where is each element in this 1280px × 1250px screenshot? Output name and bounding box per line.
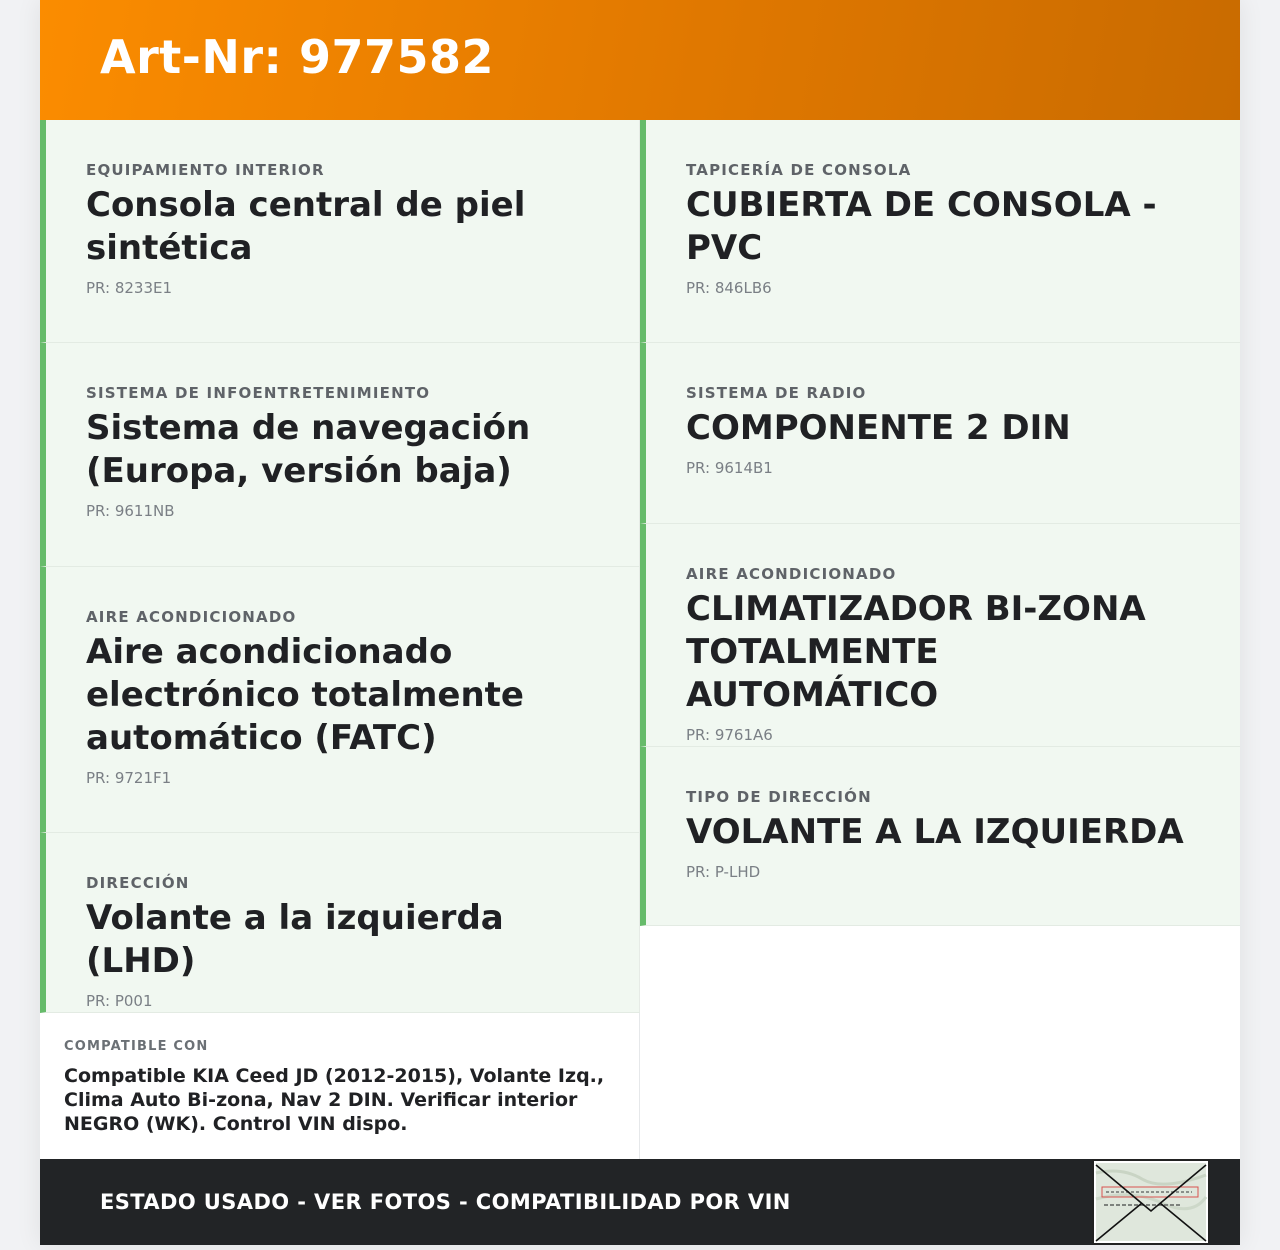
envelope-document-thumbnail-icon[interactable] [1092,1159,1210,1245]
feature-pr-code: PR: 9721F1 [86,769,172,787]
feature-pr-code: PR: P-LHD [686,863,761,881]
feature-name: Aire acondicionado electrónico totalmente automático (FATC) [86,632,524,758]
article-page [40,0,1240,1245]
feature-pr-code: PR: 9761A6 [686,726,773,744]
article-number-title: Art-Nr: 977582 [100,30,495,84]
feature-category: SISTEMA DE INFOENTRETENIMIENTO [86,384,431,402]
feature-card [640,343,1240,524]
feature-card [40,833,640,1013]
article-header [40,0,1240,120]
feature-card [640,747,1240,926]
feature-pr-code: PR: 9614B1 [686,459,773,477]
feature-category: SISTEMA DE RADIO [686,384,867,402]
left-column [40,120,640,1013]
feature-card [40,567,640,833]
feature-pr-code: PR: P001 [86,992,153,1010]
feature-category: AIRE ACONDICIONADO [686,565,897,583]
feature-category: TAPICERÍA DE CONSOLA [686,161,912,179]
compatibility-section [40,1013,640,1159]
feature-pr-code: PR: 8233E1 [86,279,173,297]
feature-name: Sistema de navegación (Europa, versión baja) [86,408,531,491]
status-text: ESTADO USADO - VER FOTOS - COMPATIBILIDAD POR VIN [100,1190,791,1214]
feature-pr-code: PR: 846LB6 [686,279,772,297]
thumbnail-graphic [1092,1159,1210,1245]
feature-card [640,120,1240,343]
feature-name: CLIMATIZADOR BI-ZONA TOTALMENTE AUTOMÁTICO [686,589,1146,715]
status-footer [40,1159,1240,1245]
feature-category: AIRE ACONDICIONADO [86,608,297,626]
feature-name: VOLANTE A LA IZQUIERDA [686,812,1184,852]
feature-card [640,524,1240,747]
feature-name: CUBIERTA DE CONSOLA - PVC [686,185,1157,268]
feature-category: EQUIPAMIENTO INTERIOR [86,161,325,179]
feature-name: COMPONENTE 2 DIN [686,408,1071,448]
feature-card [40,120,640,343]
feature-card [40,343,640,567]
feature-category: DIRECCIÓN [86,874,190,892]
feature-category: TIPO DE DIRECCIÓN [686,788,872,806]
compatibility-label: COMPATIBLE CON [64,1039,209,1054]
compatibility-text: Compatible KIA Ceed JD (2012-2015), Volante Izq., Clima Auto Bi-zona, Nav 2 DIN. Verificar interior NEGRO (WK). Control VIN dispo. [64,1065,605,1135]
feature-name: Consola central de piel sintética [86,185,526,268]
feature-pr-code: PR: 9611NB [86,502,175,520]
feature-name: Volante a la izquierda (LHD) [86,898,504,981]
right-column [640,120,1240,926]
